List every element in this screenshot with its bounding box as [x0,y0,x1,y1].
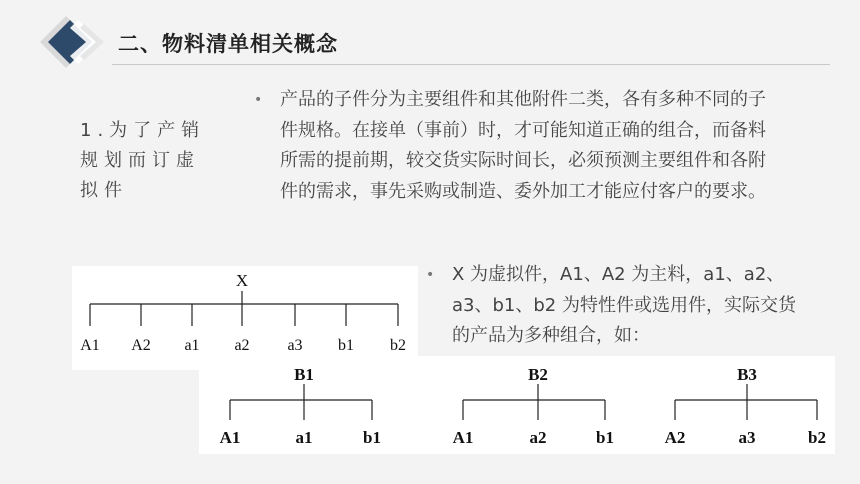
bullet-dot-icon: • [426,267,435,283]
svg-text:b2: b2 [390,337,406,354]
tree-x-root: X [235,271,249,290]
tree-combinations-svg [199,356,835,454]
tree-b2-child-1: A1 [452,428,474,447]
tree-b3-root: B3 [737,365,757,384]
bullet-text-2: X 为虚拟件，A1、A2 为主料，a1、a2、a3、b1、b2 为特性件或选用件，实际交货的产品为多种组合，如： [452,264,796,346]
tree-b3 [665,365,826,447]
tree-b3-child-2: a3 [738,428,756,447]
tree-b1-child-3: b1 [363,428,381,447]
slide-title: 二、物料清单相关概念 [118,32,338,56]
diamond-logo-icon [40,12,112,72]
svg-text:a2: a2 [234,337,250,354]
tree-b2 [453,365,614,447]
title-divider [112,64,830,65]
svg-text:a3: a3 [287,337,303,354]
bullet-dot-icon: • [254,92,263,108]
svg-text:a1: a1 [184,337,200,354]
tree-x-child-2 [131,304,151,354]
tree-b1-root: B1 [294,365,314,384]
tree-x-child-3 [184,304,199,354]
section-label: 1.为了产销规划而订虚拟件 [80,120,206,201]
svg-text:A2: A2 [131,337,151,354]
tree-x-child-6 [338,304,354,354]
tree-x-child-4 [234,304,249,354]
tree-diagram-x [72,266,418,370]
tree-x-child-5 [287,304,302,354]
svg-text:A1: A1 [80,337,100,354]
tree-b1 [220,365,381,447]
tree-b2-child-3: b1 [596,428,614,447]
tree-x-child-7 [390,304,406,354]
tree-b1-child-2: a1 [295,428,313,447]
tree-x-child-1 [80,304,100,354]
bullet-item-1 [254,85,780,207]
tree-b2-root: B2 [528,365,548,384]
tree-diagram-combinations [199,356,835,454]
tree-b3-child-3: b2 [808,428,826,447]
bullet-text-1: 产品的子件分为主要组件和其他附件二类，各有多种不同的子件规格。在接单（事前）时，才可能知道正确的组合，而备料所需的提前期，较交货实际时间长，必须预测主要组件和各附件的需求，事先采购或制造、委外加工才能应付客户的要求。 [280,89,766,202]
bullet-item-2 [426,260,812,352]
tree-x-svg [72,266,418,370]
tree-b1-child-1: A1 [219,428,241,447]
svg-text:b1: b1 [338,337,354,354]
tree-b2-child-2: a2 [529,428,547,447]
tree-b3-child-1: A2 [664,428,686,447]
